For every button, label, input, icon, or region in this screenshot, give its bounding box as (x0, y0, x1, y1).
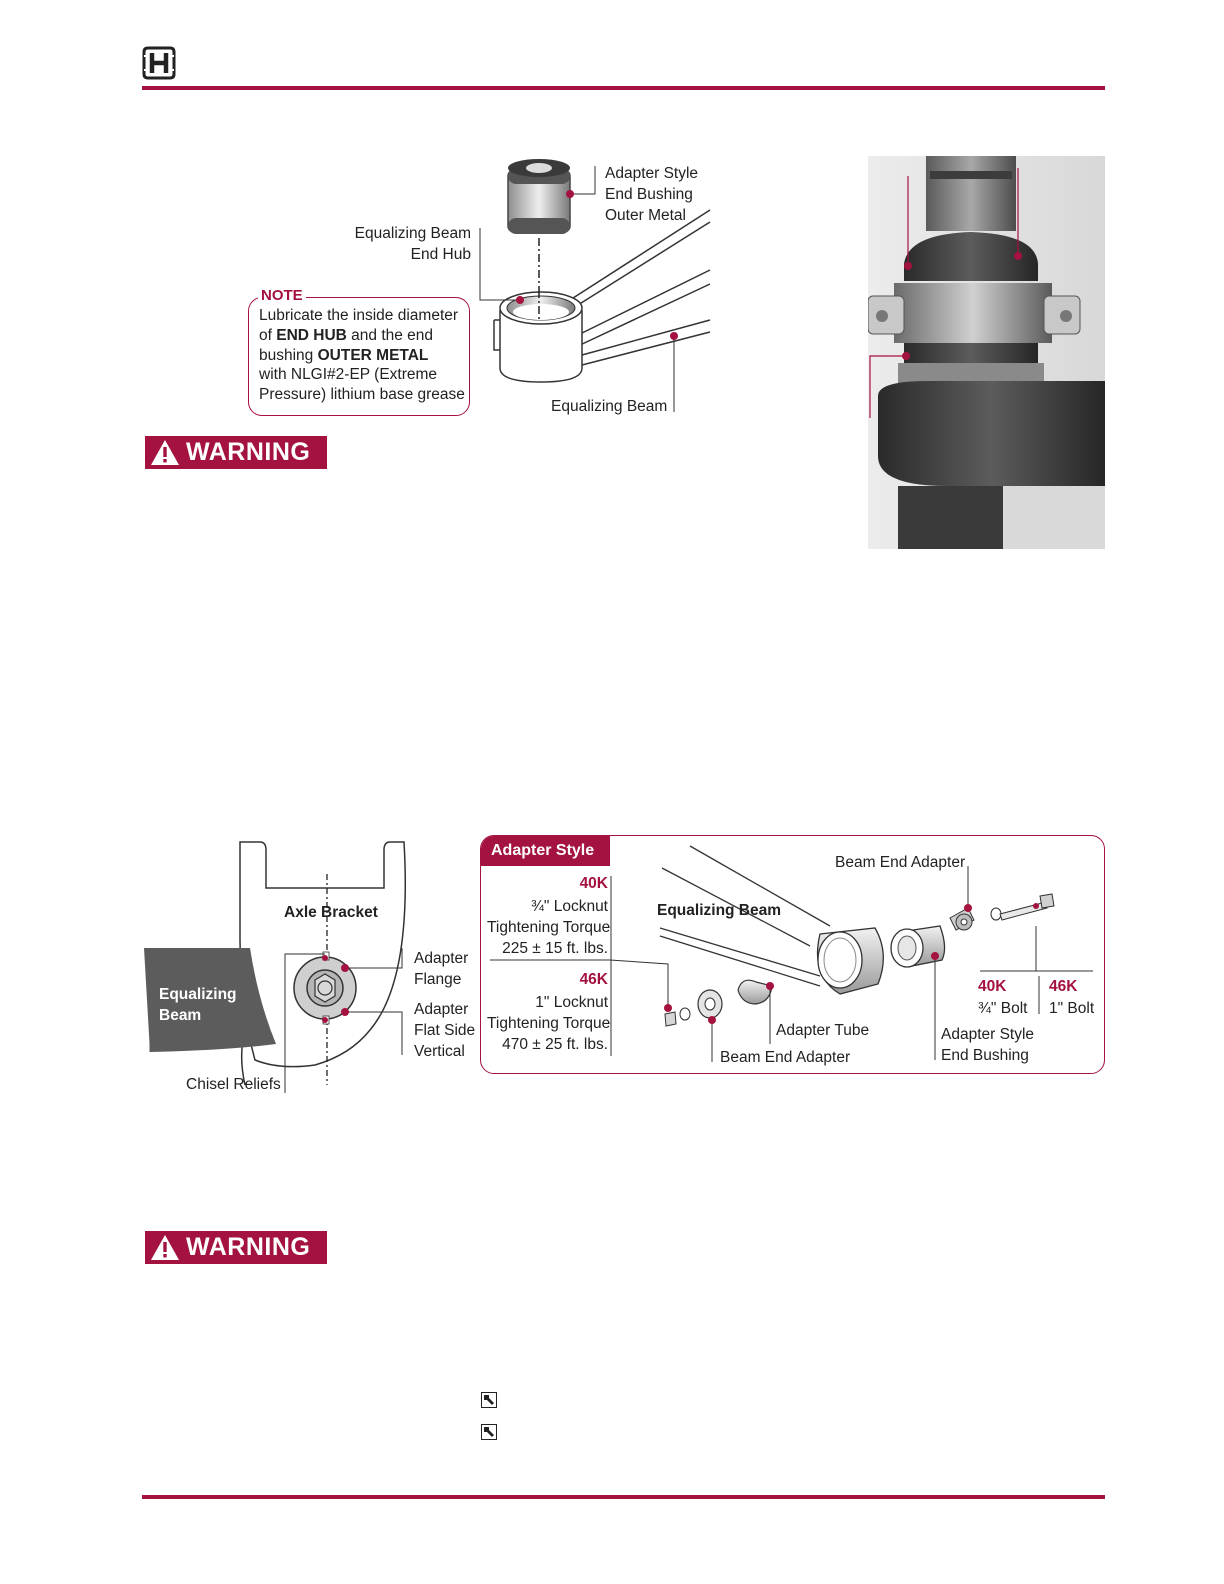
fig3-equalizing-beam-label: Equalizing Beam (657, 902, 782, 919)
adapter-flat-side-label: Adapter Flat Side Vertical (414, 1001, 476, 1060)
bolt-40k-label: ¾" Bolt (978, 1000, 1028, 1017)
header-rule (142, 86, 1105, 90)
torque-46k-title: 46K (579, 971, 608, 988)
bolt-46k-title: 46K (1049, 978, 1078, 995)
wrench-icon (481, 1392, 497, 1408)
hendrickson-logo-icon (142, 46, 176, 80)
note-body: Lubricate the inside diameter of END HUB and the end bushing OUTER METAL with NLGI#2-EP (Extreme Pressure) lithium base grease (259, 307, 465, 404)
adapter-flange-label: Adapter Flange (414, 950, 469, 988)
equalizing-beam-label: Equalizing Beam (551, 398, 668, 415)
axle-bracket-label: Axle Bracket (284, 904, 378, 921)
wrench-icon (481, 1424, 497, 1440)
chisel-reliefs-label: Chisel Reliefs (186, 1076, 281, 1093)
adapter-style-end-bushing-label: Adapter Style End Bushing (941, 1026, 1035, 1064)
torque-40k-title: 40K (579, 875, 608, 892)
warning-triangle-icon (150, 439, 180, 466)
note-title: NOTE (258, 287, 306, 304)
warning-label-2: WARNING (186, 1233, 311, 1261)
bolt-40k-title: 40K (978, 978, 1007, 995)
fig2-equalizing-beam-label: Equalizing Beam (159, 986, 237, 1024)
footer-rule (142, 1495, 1105, 1499)
end-hub-label: Equalizing Beam End Hub (354, 225, 471, 263)
torque-40k-text: ¾" Locknut Tightening Torque 225 ± 15 ft. lbs. (487, 898, 611, 957)
torque-46k-text: 1" Locknut Tightening Torque 470 ± 25 ft. lbs. (487, 994, 611, 1053)
warning-triangle-icon (150, 1234, 180, 1261)
warning-banner (145, 436, 327, 469)
adapter-style-bushing-label: Adapter Style End Bushing Outer Metal (605, 165, 699, 224)
beam-end-adapter-bottom-label: Beam End Adapter (720, 1049, 851, 1066)
warning-label: WARNING (186, 438, 311, 466)
beam-end-adapter-top-label: Beam End Adapter (835, 854, 966, 871)
warning-banner-2 (145, 1231, 327, 1264)
adapter-tube-label: Adapter Tube (776, 1022, 870, 1039)
bolt-46k-label: 1" Bolt (1049, 1000, 1095, 1017)
adapter-style-tab: Adapter Style (481, 836, 610, 866)
installed-bushing-photo (868, 156, 1105, 549)
